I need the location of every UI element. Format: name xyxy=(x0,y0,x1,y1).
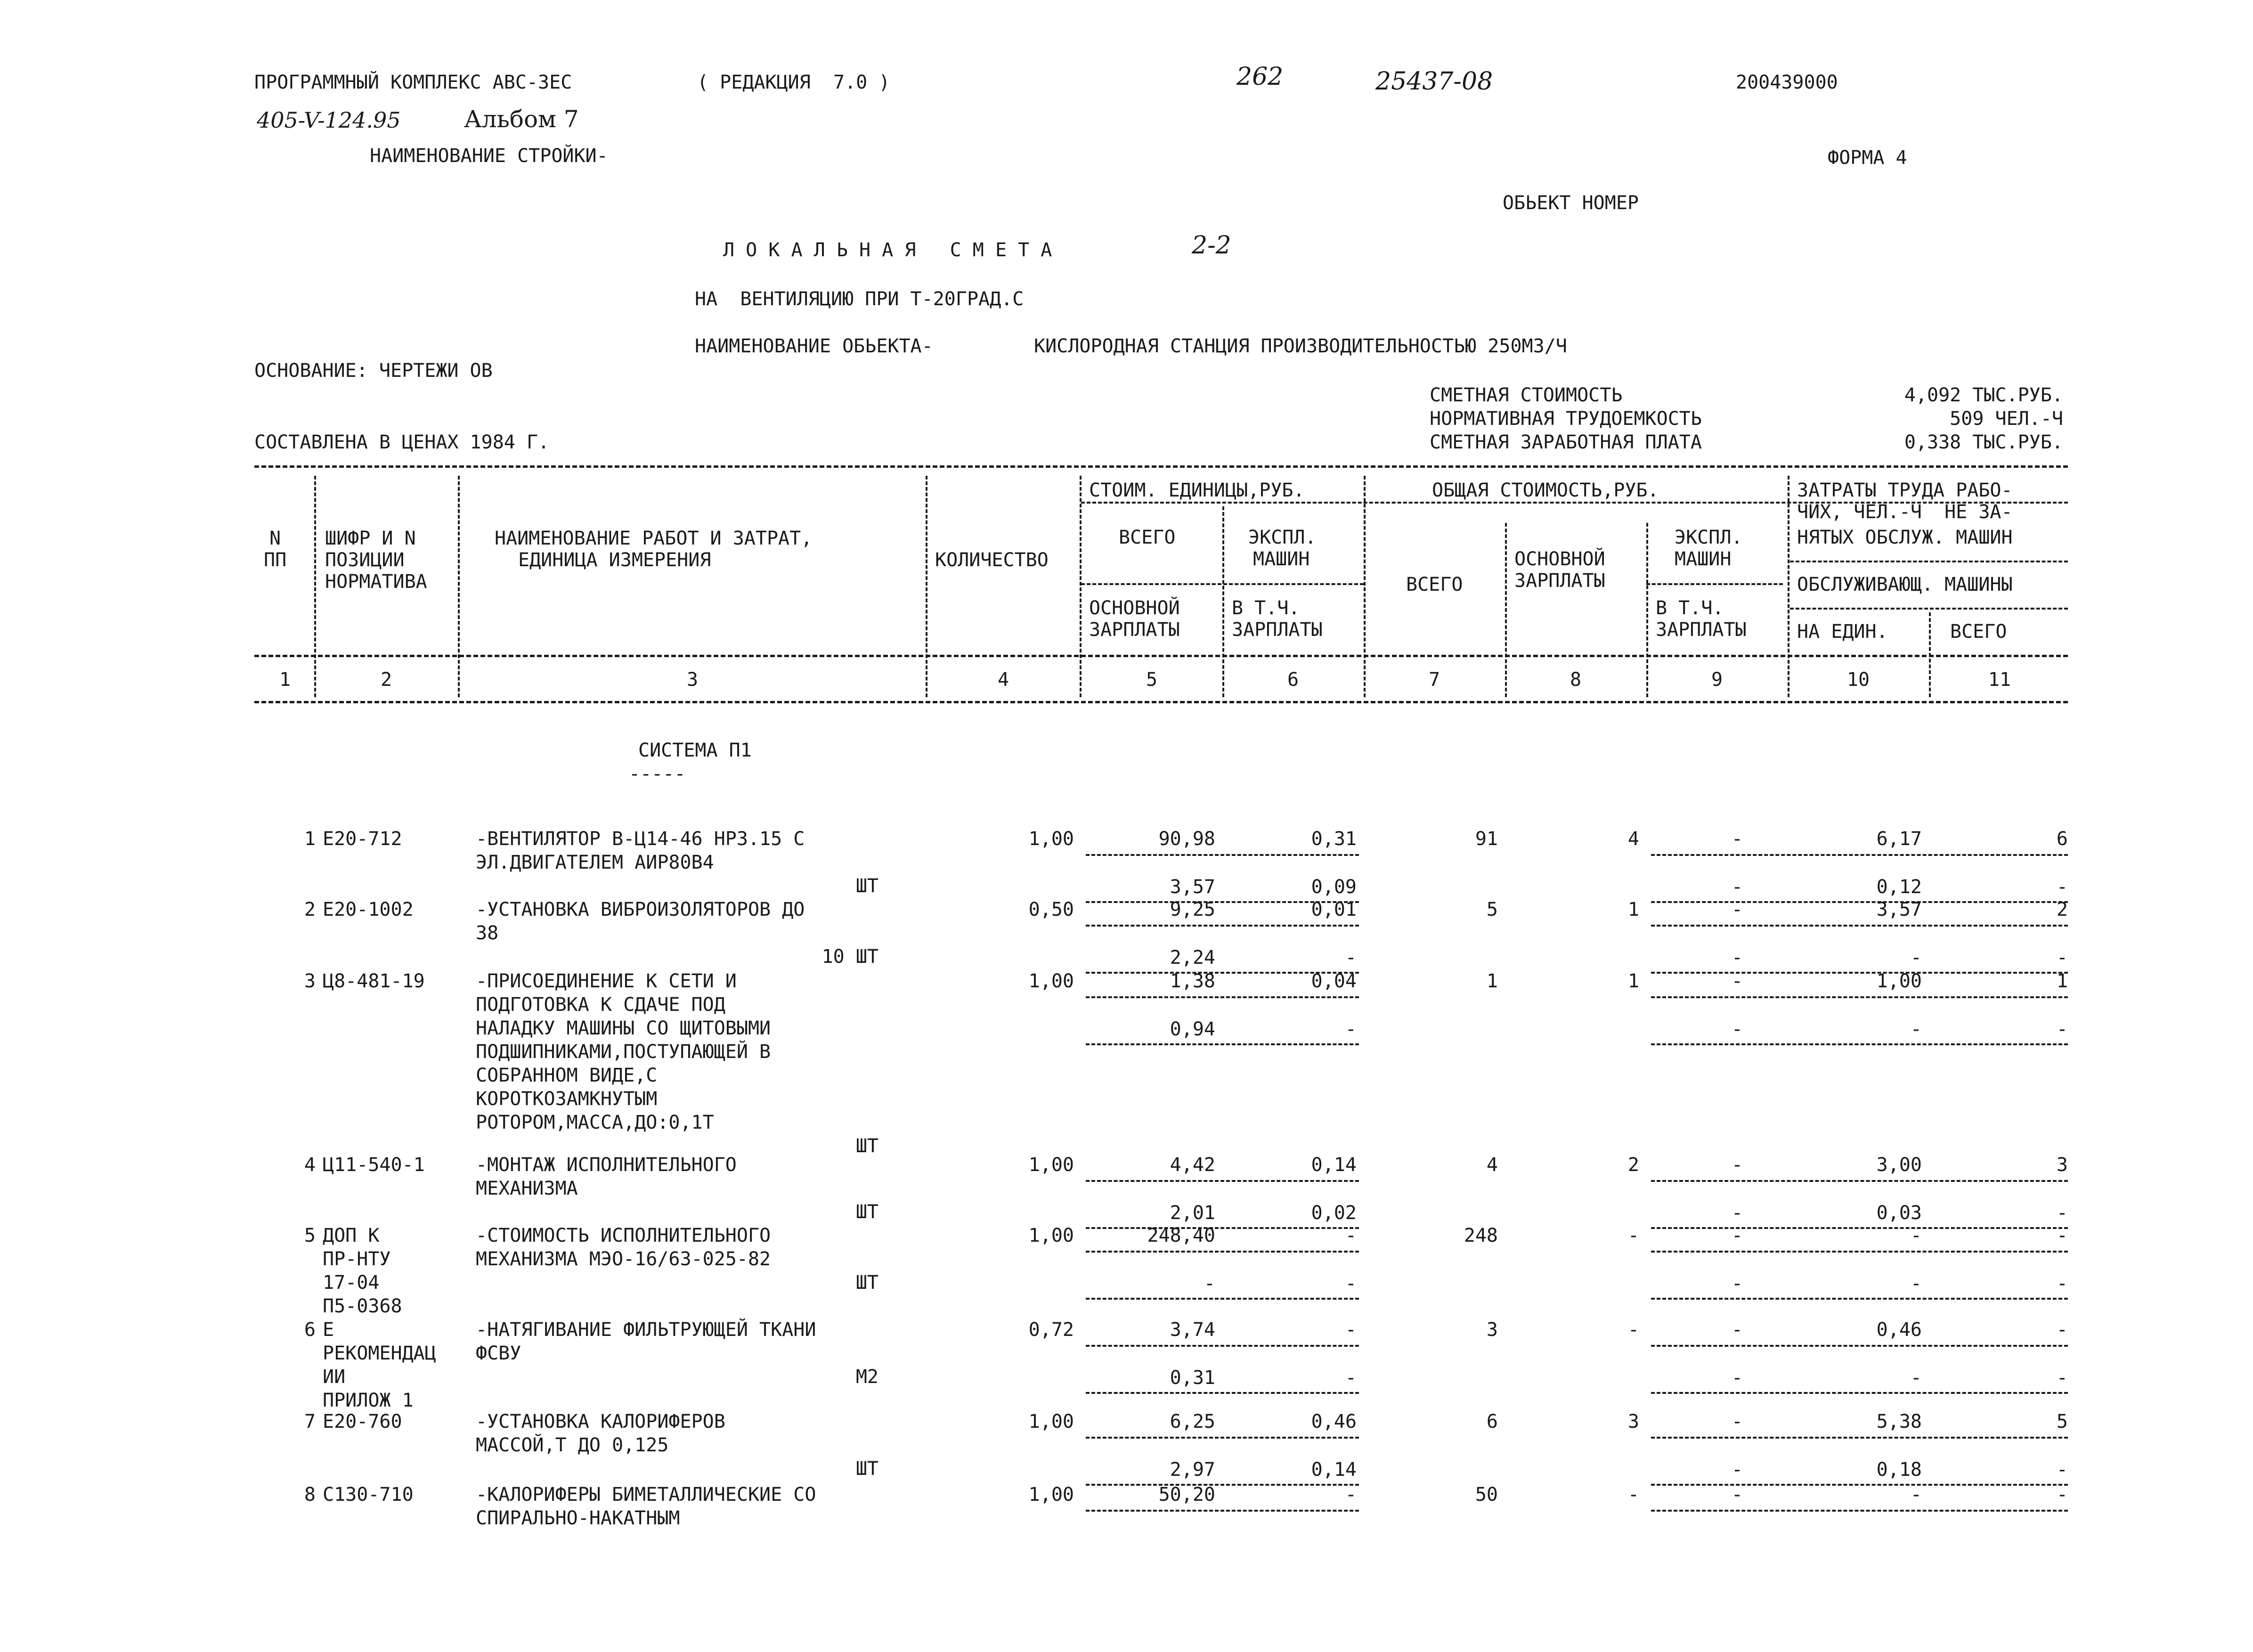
row-total-salary: 3 xyxy=(1627,1411,1639,1432)
row-code: Е20-760 xyxy=(323,1411,402,1432)
row-total-mach: - xyxy=(1731,1484,1743,1506)
header-numbers-rule xyxy=(254,655,2068,657)
row-name: ЭЛ.ДВИГАТЕЛЕМ АИР80В4 xyxy=(476,852,714,873)
col-sep-4 xyxy=(1080,476,1082,697)
row-name: МЕХАНИЗМА МЭО-16/63-025-82 xyxy=(476,1248,771,1270)
head-unit-salary-2: ЗАРПЛАТЫ xyxy=(1089,619,1180,641)
col-sep-2 xyxy=(458,476,460,697)
row-total-incl: - xyxy=(1731,947,1743,968)
head-code-3: НОРМАТИВА xyxy=(325,571,427,593)
form-label: ФОРМА 4 xyxy=(1828,147,1907,169)
col-num-8: 8 xyxy=(1570,669,1582,691)
col-sep-8 xyxy=(1646,523,1648,697)
head-total-salary-2: ЗАРПЛАТЫ xyxy=(1514,570,1605,592)
col-sep-6 xyxy=(1364,476,1366,697)
price-basis: СОСТАВЛЕНА В ЦЕНАХ 1984 Г. xyxy=(254,431,550,453)
row-labor-unit: 3,57 xyxy=(1876,899,1922,920)
system-underline: ----- xyxy=(629,763,686,785)
row-total-salary: - xyxy=(1627,1225,1639,1246)
row-labor-unit: 5,38 xyxy=(1876,1411,1922,1432)
row-unit-total: 3,74 xyxy=(1170,1319,1215,1341)
row-number: 1 xyxy=(304,828,316,850)
row-name: -УСТАНОВКА ВИБРОИЗОЛЯТОРОВ ДО xyxy=(476,899,805,920)
row-code: ПРИЛОЖ 1 xyxy=(323,1390,414,1411)
header-bottom-rule xyxy=(254,701,2068,703)
row-unit-rule xyxy=(1086,996,1359,998)
row-unit-rule-2 xyxy=(1086,1043,1359,1045)
summary-label-labor: НОРМАТИВНАЯ ТРУДОЕМКОСТЬ xyxy=(1430,408,1702,430)
head-labor-4: ОБСЛУЖИВАЮЩ. МАШИНЫ xyxy=(1797,574,2013,595)
page-title: Л О К А Л Ь Н А Я С М Е Т А xyxy=(723,239,1052,261)
row-unit-rule xyxy=(1086,1345,1359,1347)
row-name: МЕХАНИЗМА xyxy=(476,1178,578,1199)
head-code-2: ПОЗИЦИИ xyxy=(325,549,405,571)
row-unit-salary: - xyxy=(1204,1273,1215,1294)
row-labor-total-2: - xyxy=(2056,876,2068,898)
row-unit: ШТ xyxy=(855,1135,878,1157)
row-quantity: 1,00 xyxy=(1028,1484,1074,1506)
col-sep-9 xyxy=(1788,476,1789,697)
summary-value-cost: 4,092 ТЫС.РУБ. xyxy=(1904,384,2063,406)
row-code: 17-04 xyxy=(323,1272,380,1294)
row-labor-unit: 0,46 xyxy=(1876,1319,1922,1341)
row-unit-salary: 2,01 xyxy=(1170,1202,1215,1224)
row-total-mach: - xyxy=(1731,970,1743,992)
summary-label-cost: СМЕТНАЯ СТОИМОСТЬ xyxy=(1430,384,1623,406)
row-total-rule xyxy=(1651,1510,2068,1512)
row-name: -МОНТАЖ ИСПОЛНИТЕЛЬНОГО xyxy=(476,1154,737,1176)
row-name: 38 xyxy=(476,922,499,944)
row-quantity: 1,00 xyxy=(1028,1225,1074,1246)
row-unit-incl: - xyxy=(1345,1018,1357,1040)
row-total: 3 xyxy=(1486,1319,1498,1341)
row-labor-total: 3 xyxy=(2056,1154,2068,1176)
row-labor-unit: 1,00 xyxy=(1876,970,1922,992)
row-unit: 10 ШТ xyxy=(821,946,878,968)
object-number: ОБЬЕКТ НОМЕР xyxy=(1503,192,1639,214)
row-name: -КАЛОРИФЕРЫ БИМЕТАЛЛИЧЕСКИЕ СО xyxy=(476,1484,816,1506)
row-number: 7 xyxy=(304,1411,316,1432)
row-total-rule xyxy=(1651,996,2068,998)
row-labor-total-2: - xyxy=(2056,1202,2068,1224)
album-code: 405-V-124.95 xyxy=(257,107,401,133)
row-total-rule-2 xyxy=(1651,1392,2068,1394)
head-unit-incl-2: ЗАРПЛАТЫ xyxy=(1232,619,1323,641)
summary-label-salary: СМЕТНАЯ ЗАРАБОТНАЯ ПЛАТА xyxy=(1430,431,1702,453)
row-unit-mach: 0,14 xyxy=(1311,1154,1357,1176)
row-unit-rule-2 xyxy=(1086,1298,1359,1300)
row-labor-total-2: - xyxy=(2056,1459,2068,1481)
row-name: -УСТАНОВКА КАЛОРИФЕРОВ xyxy=(476,1411,725,1432)
row-labor-unit-2: - xyxy=(1910,1018,1922,1040)
program-name: ПРОГРАММНЫЙ КОМПЛЕКС АВС-3ЕС xyxy=(254,72,572,93)
row-unit-total: 90,98 xyxy=(1158,828,1215,850)
row-total-rule-2 xyxy=(1651,1043,2068,1045)
row-labor-total: - xyxy=(2056,1225,2068,1246)
row-name: МАССОЙ,Т ДО 0,125 xyxy=(476,1434,669,1456)
col-num-11: 11 xyxy=(1988,669,2011,691)
head-name-2: ЕДИНИЦА ИЗМЕРЕНИЯ xyxy=(518,549,711,571)
row-unit-mach: - xyxy=(1345,1319,1357,1341)
album-label: Альбом 7 xyxy=(464,106,579,133)
row-unit-salary: 0,94 xyxy=(1170,1018,1215,1040)
row-total-mach: - xyxy=(1731,899,1743,920)
row-unit-incl: 0,09 xyxy=(1311,876,1357,898)
head-labor-1: ЗАТРАТЫ ТРУДА РАБО- xyxy=(1797,480,2013,501)
head-labor-total: ВСЕГО xyxy=(1950,621,2007,643)
row-quantity: 0,72 xyxy=(1028,1319,1074,1341)
row-number: 8 xyxy=(304,1484,316,1506)
head-labor-3: НЯТЫХ ОБСЛУЖ. МАШИН xyxy=(1797,527,2013,548)
head-name-1: НАИМЕНОВАНИЕ РАБОТ И ЗАТРАТ, xyxy=(495,528,813,549)
row-unit-mach: 0,01 xyxy=(1311,899,1357,920)
row-total-incl: - xyxy=(1731,1202,1743,1224)
row-code: Ц11-540-1 xyxy=(323,1154,425,1176)
row-total-rule xyxy=(1651,1180,2068,1182)
row-number: 4 xyxy=(304,1154,316,1176)
row-code: Е xyxy=(323,1319,334,1341)
row-quantity: 1,00 xyxy=(1028,1154,1074,1176)
row-total: 4 xyxy=(1486,1154,1498,1176)
row-unit-total: 248,40 xyxy=(1147,1225,1215,1246)
col-sep-3 xyxy=(926,476,927,697)
row-code: С130-710 xyxy=(323,1484,414,1506)
row-total-salary: 4 xyxy=(1627,828,1639,850)
row-number: 6 xyxy=(304,1319,316,1341)
row-labor-unit-2: 0,03 xyxy=(1876,1202,1922,1224)
row-unit-rule xyxy=(1086,1251,1359,1253)
row-unit-total: 1,38 xyxy=(1170,970,1215,992)
row-code: ДОП К xyxy=(323,1225,380,1246)
construction-label: НАИМЕНОВАНИЕ СТРОЙКИ- xyxy=(370,145,608,167)
row-unit-mach: - xyxy=(1345,1225,1357,1246)
row-number: 2 xyxy=(304,899,316,920)
row-unit-mach: 0,31 xyxy=(1311,828,1357,850)
row-total-mach: - xyxy=(1731,828,1743,850)
col-num-10: 10 xyxy=(1846,669,1870,691)
row-unit-incl: - xyxy=(1345,1273,1357,1294)
edition: ( РЕДАКЦИЯ 7.0 ) xyxy=(697,72,890,93)
row-labor-unit: - xyxy=(1910,1225,1922,1246)
head-total-all: ВСЕГО xyxy=(1406,574,1463,595)
col-sep-10 xyxy=(1929,612,1931,697)
row-code: П5-0368 xyxy=(323,1295,402,1317)
system-title: СИСТЕМА П1 xyxy=(638,740,752,761)
header-inner-rule-3 xyxy=(1646,583,1783,585)
row-total-rule xyxy=(1651,854,2068,856)
row-labor-total: 2 xyxy=(2056,899,2068,920)
row-unit-salary: 2,24 xyxy=(1170,947,1215,968)
basis: ОСНОВАНИЕ: ЧЕРТЕЖИ ОВ xyxy=(254,360,493,382)
row-unit-incl: 0,14 xyxy=(1311,1459,1357,1481)
row-total-rule xyxy=(1651,1345,2068,1347)
row-name: -НАТЯГИВАНИЕ ФИЛЬТРУЮЩЕЙ ТКАНИ xyxy=(476,1319,816,1341)
head-total-salary-1: ОСНОВНОЙ xyxy=(1514,548,1605,570)
row-labor-total: 5 xyxy=(2056,1411,2068,1432)
row-name: СОБРАННОМ ВИДЕ,С xyxy=(476,1065,658,1086)
row-number: 5 xyxy=(304,1225,316,1246)
head-total-mach-2: МАШИН xyxy=(1675,548,1732,570)
row-unit-rule-2 xyxy=(1086,1392,1359,1394)
head-code-1: ШИФР И N xyxy=(325,528,416,549)
row-unit-mach: - xyxy=(1345,1484,1357,1506)
row-labor-unit-2: - xyxy=(1910,1367,1922,1389)
row-unit-mach: 0,46 xyxy=(1311,1411,1357,1432)
estimate-number: 2-2 xyxy=(1192,231,1231,260)
row-name: -ПРИСОЕДИНЕНИЕ К СЕТИ И xyxy=(476,970,737,992)
row-total-mach: - xyxy=(1731,1154,1743,1176)
row-total-rule xyxy=(1651,1437,2068,1439)
row-unit-rule xyxy=(1086,854,1359,856)
head-unit-salary-1: ОСНОВНОЙ xyxy=(1089,597,1180,619)
row-total: 6 xyxy=(1486,1411,1498,1432)
row-unit-incl: - xyxy=(1345,947,1357,968)
row-unit: М2 xyxy=(855,1366,878,1388)
row-quantity: 1,00 xyxy=(1028,1411,1074,1432)
row-code: ИИ xyxy=(323,1366,346,1388)
row-total-salary: 2 xyxy=(1627,1154,1639,1176)
row-unit-total: 9,25 xyxy=(1170,899,1215,920)
row-total-rule xyxy=(1651,925,2068,927)
head-labor-2: ЧИХ, ЧЕЛ.-Ч НЕ ЗА- xyxy=(1797,501,2013,523)
row-total-salary: - xyxy=(1627,1319,1639,1341)
row-unit-total: 6,25 xyxy=(1170,1411,1215,1432)
row-code: РЕКОМЕНДАЦ xyxy=(323,1343,436,1364)
row-total-mach: - xyxy=(1731,1411,1743,1432)
col-num-9: 9 xyxy=(1711,669,1723,691)
head-pp: ПП xyxy=(264,549,287,571)
head-unit-incl-1: В Т.Ч. xyxy=(1232,597,1300,619)
row-total-incl: - xyxy=(1731,1367,1743,1389)
row-unit-rule xyxy=(1086,925,1359,927)
row-name: -ВЕНТИЛЯТОР В-Ц14-46 НР3.15 С xyxy=(476,828,805,850)
row-quantity: 0,50 xyxy=(1028,899,1074,920)
row-labor-total-2: - xyxy=(2056,1273,2068,1294)
row-code: ПР-НТУ xyxy=(323,1248,391,1270)
row-unit-total: 50,20 xyxy=(1158,1484,1215,1506)
row-unit-total: 4,42 xyxy=(1170,1154,1215,1176)
row-name: ПОДШИПНИКАМИ,ПОСТУПАЮЩЕЙ В xyxy=(476,1041,771,1063)
page-number: 262 xyxy=(1236,63,1284,91)
estimate-subject: НА ВЕНТИЛЯЦИЮ ПРИ Т-20ГРАД.С xyxy=(695,288,1024,310)
head-unit-mach-1: ЭКСПЛ. xyxy=(1248,527,1317,548)
row-quantity: 1,00 xyxy=(1028,828,1074,850)
head-unit-total: ВСЕГО xyxy=(1119,527,1176,548)
row-number: 3 xyxy=(304,970,316,992)
row-labor-unit: 3,00 xyxy=(1876,1154,1922,1176)
col-num-6: 6 xyxy=(1287,669,1299,691)
object-name-label: НАИМЕНОВАНИЕ ОБЬЕКТА- xyxy=(695,335,933,357)
row-labor-unit-2: - xyxy=(1910,947,1922,968)
object-name: КИСЛОРОДНАЯ СТАНЦИЯ ПРОИЗВОДИТЕЛЬНОСТЬЮ 250М3/Ч xyxy=(1034,335,1567,357)
head-unit-mach-2: МАШИН xyxy=(1253,548,1310,570)
row-unit-incl: - xyxy=(1345,1367,1357,1389)
row-total-rule xyxy=(1651,1251,2068,1253)
row-unit-salary: 3,57 xyxy=(1170,876,1215,898)
head-unit-cost: СТОИМ. ЕДИНИЦЫ,РУБ. xyxy=(1089,480,1305,501)
row-total: 248 xyxy=(1464,1225,1498,1246)
row-labor-unit-2: 0,12 xyxy=(1876,876,1922,898)
row-unit-mach: 0,04 xyxy=(1311,970,1357,992)
row-labor-total-2: - xyxy=(2056,1018,2068,1040)
row-total: 1 xyxy=(1486,970,1498,992)
code-right: 200439000 xyxy=(1736,72,1838,93)
row-labor-unit-2: 0,18 xyxy=(1876,1459,1922,1481)
col-sep-5 xyxy=(1222,506,1224,697)
row-labor-total: - xyxy=(2056,1484,2068,1506)
row-total-incl: - xyxy=(1731,1273,1743,1294)
row-unit-rule xyxy=(1086,1180,1359,1182)
row-total: 5 xyxy=(1486,899,1498,920)
row-labor-unit: - xyxy=(1910,1484,1922,1506)
head-labor-unit: НА ЕДИН. xyxy=(1797,621,1888,643)
row-name: РОТОРОМ,МАССА,ДО:0,1Т xyxy=(476,1112,714,1133)
row-name: ПОДГОТОВКА К СДАЧЕ ПОД xyxy=(476,994,725,1016)
head-quantity: КОЛИЧЕСТВО xyxy=(935,549,1049,571)
row-unit: ШТ xyxy=(855,1458,878,1480)
row-labor-total: - xyxy=(2056,1319,2068,1341)
col-num-5: 5 xyxy=(1146,669,1158,691)
table-top-rule xyxy=(254,465,2068,468)
row-total-incl: - xyxy=(1731,1459,1743,1481)
row-unit-rule xyxy=(1086,1510,1359,1512)
head-total-mach-1: ЭКСПЛ. xyxy=(1675,527,1743,548)
row-total-mach: - xyxy=(1731,1225,1743,1246)
row-unit-salary: 2,97 xyxy=(1170,1459,1215,1481)
row-name: -СТОИМОСТЬ ИСПОЛНИТЕЛЬНОГО xyxy=(476,1225,771,1246)
row-labor-total-2: - xyxy=(2056,1367,2068,1389)
row-unit-incl: 0,02 xyxy=(1311,1202,1357,1224)
row-code: Е20-1002 xyxy=(323,899,414,920)
row-unit-salary: 0,31 xyxy=(1170,1367,1215,1389)
row-total: 91 xyxy=(1475,828,1498,850)
row-labor-unit-2: - xyxy=(1910,1273,1922,1294)
col-sep-7 xyxy=(1505,523,1507,697)
row-total-incl: - xyxy=(1731,876,1743,898)
row-total-rule-2 xyxy=(1651,1298,2068,1300)
col-num-7: 7 xyxy=(1428,669,1440,691)
row-name: НАЛАДКУ МАШИНЫ СО ЩИТОВЫМИ xyxy=(476,1017,771,1039)
row-labor-unit: 6,17 xyxy=(1876,828,1922,850)
col-num-2: 2 xyxy=(380,669,392,691)
row-quantity: 1,00 xyxy=(1028,970,1074,992)
row-code: Е20-712 xyxy=(323,828,402,850)
row-name: КОРОТКОЗАМКНУТЫМ xyxy=(476,1088,658,1110)
document-code: 25437-08 xyxy=(1375,67,1493,96)
row-unit: ШТ xyxy=(855,1272,878,1294)
summary-value-salary: 0,338 ТЫС.РУБ. xyxy=(1904,431,2063,453)
head-total-cost: ОБЩАЯ СТОИМОСТЬ,РУБ. xyxy=(1432,480,1659,501)
head-n: N xyxy=(269,528,281,549)
row-labor-total: 1 xyxy=(2056,970,2068,992)
col-num-3: 3 xyxy=(686,669,699,691)
row-name: ФСВУ xyxy=(476,1343,521,1364)
row-unit: ШТ xyxy=(855,1201,878,1223)
row-total: 50 xyxy=(1475,1484,1498,1506)
row-labor-total-2: - xyxy=(2056,947,2068,968)
row-total-mach: - xyxy=(1731,1319,1743,1341)
row-labor-total: 6 xyxy=(2056,828,2068,850)
row-name: СПИРАЛЬНО-НАКАТНЫМ xyxy=(476,1507,680,1529)
row-code: Ц8-481-19 xyxy=(323,970,425,992)
row-unit-rule xyxy=(1086,1437,1359,1439)
row-total-salary: 1 xyxy=(1627,970,1639,992)
summary-value-labor: 509 ЧЕЛ.-Ч xyxy=(1950,408,2063,430)
col-sep-1 xyxy=(314,476,316,697)
head-total-incl-1: В Т.Ч. xyxy=(1656,597,1724,619)
col-num-4: 4 xyxy=(997,669,1009,691)
head-total-incl-2: ЗАРПЛАТЫ xyxy=(1656,619,1747,641)
row-unit: ШТ xyxy=(855,875,878,897)
row-total-incl: - xyxy=(1731,1018,1743,1040)
header-inner-rule-5 xyxy=(1790,608,2068,610)
col-num-1: 1 xyxy=(279,669,291,691)
row-total-salary: - xyxy=(1627,1484,1639,1506)
header-inner-rule-4 xyxy=(1790,561,2068,562)
row-total-salary: 1 xyxy=(1627,899,1639,920)
